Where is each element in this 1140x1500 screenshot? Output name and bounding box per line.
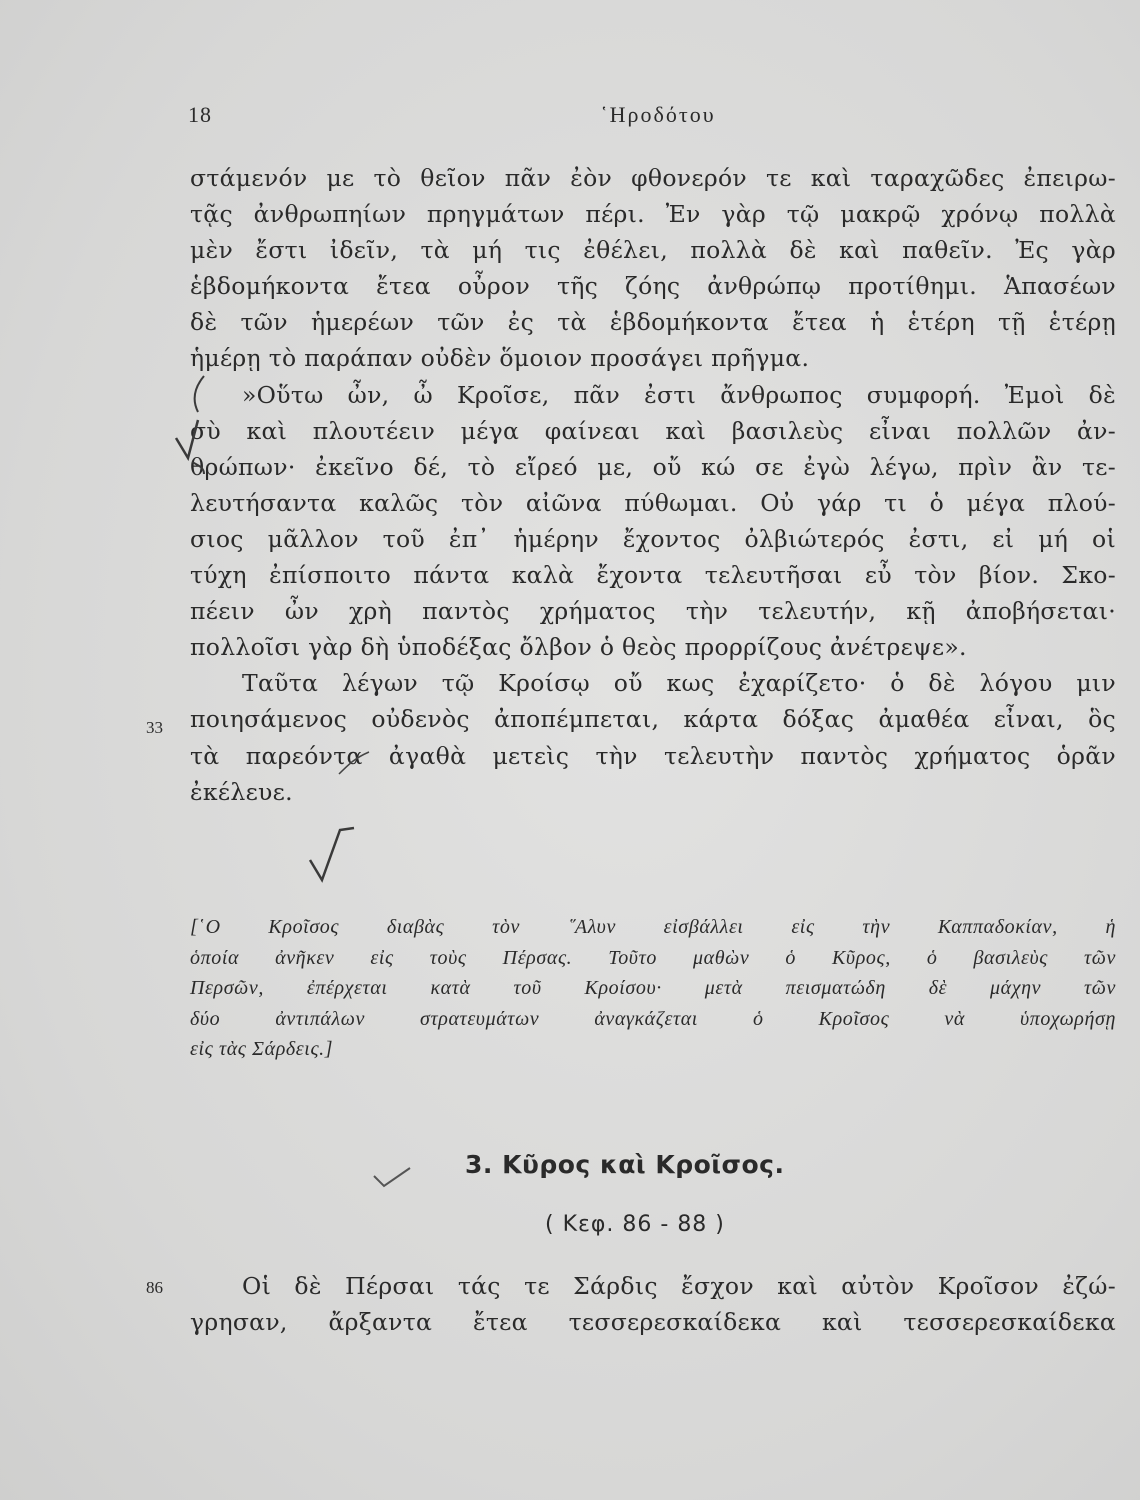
running-title: ῾Ηροδότου xyxy=(600,102,716,127)
text-line: ἐκέλευε. xyxy=(190,777,293,806)
page-number: 18 xyxy=(188,102,212,127)
text-line: τὰ παρεόντα ἀγαθὰ μετεὶς τὴν τελευτὴν παντὸς χρήματος ὁρᾶν xyxy=(190,741,1116,770)
text-line: σιος μᾶλλον τοῦ ἐπ᾿ ἡμέρην ἔχοντος ὀλβιώτερός ἐστι, εἰ μή οἱ xyxy=(190,524,1116,553)
section-reference: ( Κεφ. 86 - 88 ) xyxy=(545,1212,725,1237)
passage-two xyxy=(190,1268,1116,1340)
text-line: στάμενόν με τὸ θεῖον πᾶν ἐὸν φθονερόν τε καὶ ταραχῶδες ἐπειρω- xyxy=(190,164,1116,192)
text-line: ποιησάμενος οὐδενὸς ἀποπέμπεται, κάρτα δόξας ἀμαθέα εἶναι, ὃς xyxy=(190,705,1116,734)
text-line: ἑβδομήκοντα ἔτεα οὖρον τῆς ζόης ἀνθρώπῳ προτίθημι. Ἁπασέων xyxy=(190,272,1116,301)
text-line: θρώπων· ἐκεῖνο δέ, τὸ εἴρεό με, οὔ κώ σε ἐγὼ λέγω, πρὶν ἂν τε- xyxy=(190,452,1116,481)
text-line: πέειν ὦν χρὴ παντὸς χρήματος τὴν τελευτήν, κῇ ἀποβήσεται· xyxy=(190,597,1116,626)
summary-line: δύο ἀντιπάλων στρατευμάτων ἀναγκάζεται ὁ Κροῖσος νὰ ὑποχωρήσῃ xyxy=(190,1007,1116,1030)
margin-chapter-number: 86 xyxy=(146,1278,163,1297)
summary-line: ὁποία ἀνῆκεν εἰς τοὺς Πέρσας. Τοῦτο μαθὼν ὁ Κῦρος, ὁ βασιλεὺς τῶν xyxy=(190,946,1116,969)
text-line: Ταῦτα λέγων τῷ Κροίσῳ οὔ κως ἐχαρίζετο· ὁ δὲ λόγου μιν xyxy=(242,669,1116,698)
text-line: δὲ τῶν ἡμερέων τῶν ἐς τὰ ἑβδομήκοντα ἔτεα ἡ ἑτέρη τῇ ἑτέρῃ xyxy=(190,308,1116,337)
text-line: τᾷς ἀνθρωπηίων πρηγμάτων πέρι. Ἐν γὰρ τῷ μακρῷ χρόνῳ πολλὰ xyxy=(190,200,1116,229)
text-line: ἡμέρῃ τὸ παράπαν οὐδὲν ὅμοιον προσάγει πρῆγμα. xyxy=(190,344,810,373)
summary-line: [῾Ο Κροῖσος διαβὰς τὸν ῞Αλυν εἰσβάλλει εἰς τὴν Καππαδοκίαν, ἡ xyxy=(190,916,1116,938)
passage-one xyxy=(190,160,1116,810)
text-line: μὲν ἔστι ἰδεῖν, τὰ μή τις ἐθέλει, πολλὰ δὲ καὶ παθεῖν. Ἐς γὰρ xyxy=(190,236,1116,265)
summary-line: Περσῶν, ἐπέρχεται κατὰ τοῦ Κροίσου· μετὰ πεισματώδη δὲ μάχην τῶν xyxy=(190,977,1116,999)
summary-line: εἰς τὰς Σάρδεις.] xyxy=(190,1038,334,1060)
text-line: »Οὕτω ὦν, ὦ Κροῖσε, πᾶν ἐστι ἄνθρωπος συμφορή. Ἐμοὶ δὲ xyxy=(242,380,1116,409)
text-line: γρησαν, ἄρξαντα ἔτεα τεσσερεσκαίδεκα καὶ τεσσερεσκαίδεκα xyxy=(190,1308,1116,1337)
margin-chapter-number: 33 xyxy=(146,718,163,737)
text-line: τύχη ἐπίσποιτο πάντα καλὰ ἔχοντα τελευτῆσαι εὖ τὸν βίον. Σκο- xyxy=(190,561,1116,590)
text-line: πολλοῖσι γὰρ δὴ ὑποδέξας ὄλβον ὁ θεὸς προρρίζους ἀνέτρεψε». xyxy=(190,633,967,662)
text-line: Οἱ δὲ Πέρσαι τάς τε Σάρδις ἔσχον καὶ αὐτὸν Κροῖσον ἐζώ- xyxy=(242,1272,1116,1300)
page-header xyxy=(188,102,1116,132)
section-heading: 3. Κῦρος καὶ Κροῖσος. xyxy=(465,1150,785,1179)
text-line: λευτήσαντα καλῶς τὸν αἰῶνα πύθωμαι. Οὐ γάρ τι ὁ μέγα πλού- xyxy=(190,488,1116,517)
summary-note xyxy=(190,912,1116,1065)
text-line: σὺ καὶ πλουτέειν μέγα φαίνεαι καὶ βασιλεὺς εἶναι πολλῶν ἀν- xyxy=(190,416,1116,445)
